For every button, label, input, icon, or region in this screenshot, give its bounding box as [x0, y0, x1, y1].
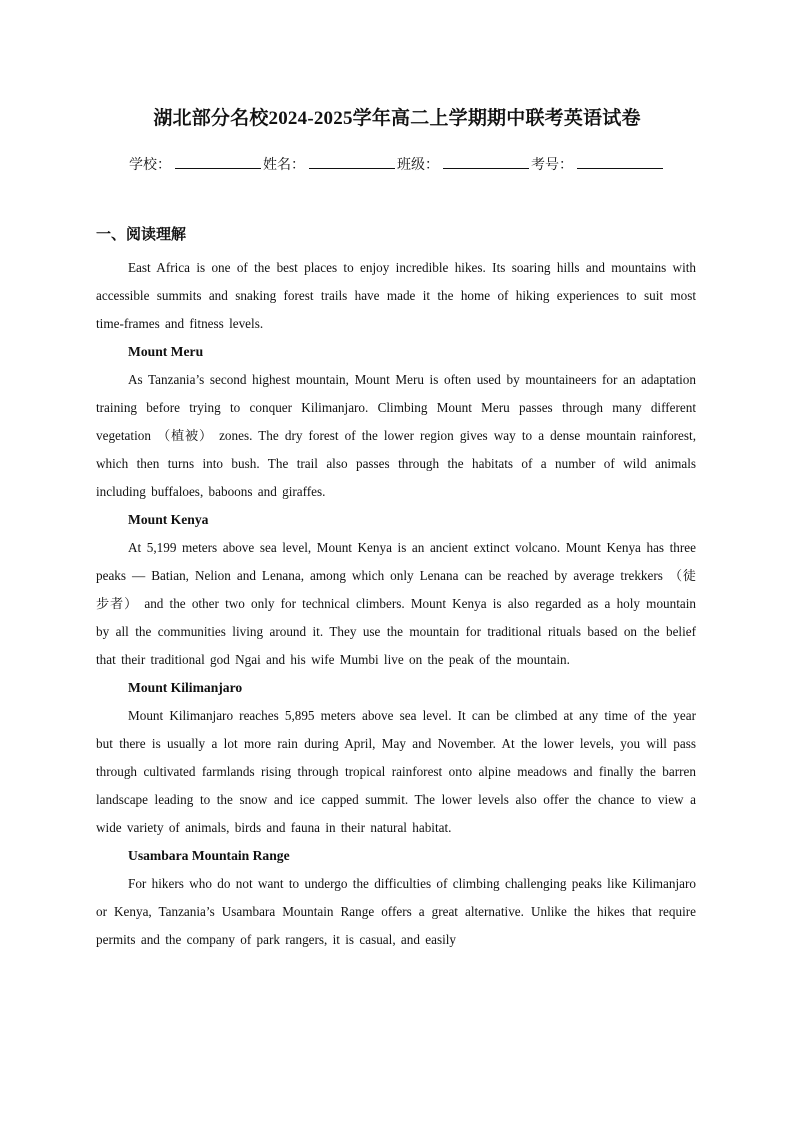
exam-number-field [531, 154, 665, 174]
name-blank[interactable] [309, 154, 395, 169]
page-title: 湖北部分名校2024-2025学年高二上学期期中联考英语试卷 [153, 108, 641, 129]
mountain-paragraph-usambara: For hikers who do not want to undergo the difficulties of climbing challenging peaks like Kilimanjaro or Kenya, Tanzania’s Usambara Mountain Range offers a great alternative. Unlike the hikes that require permits and the company of park rangers, it is casual, and easily [96, 876, 696, 947]
mountain-heading-kenya: Mount Kenya [128, 512, 209, 527]
exam-number-blank[interactable] [577, 154, 663, 169]
school-field [129, 154, 263, 174]
class-blank[interactable] [443, 154, 529, 169]
name-field [263, 154, 397, 174]
class-label: 班级： [397, 158, 439, 173]
name-label: 姓名： [263, 158, 305, 173]
school-label: 学校： [129, 158, 171, 173]
school-blank[interactable] [175, 154, 261, 169]
intro-paragraph: East Africa is one of the best places to enjoy incredible hikes. Its soaring hills and mountains with accessible summits and snaking forest trails have made it the home of hiking experiences to suit most time-frames and fitness levels. [96, 260, 696, 331]
mountain-heading-kilimanjaro: Mount Kilimanjaro [128, 680, 243, 695]
mountain-paragraph-kenya: At 5,199 meters above sea level, Mount Kenya is an ancient extinct volcano. Mount Kenya has three peaks — Batian, Nelion and Lenana, among which only Lenana can be reached by average trekkers （徒步者） and the other two only for technical climbers. Mount Kenya is also regarded as a holy mountain by all the communities living around it. They use the mountain for traditional rituals based on the belief that their traditional god Ngai and his wife Mumbi live on the peak of the mountain. [96, 540, 696, 667]
reading-passage [96, 254, 696, 954]
exam-number-label: 考号： [531, 158, 573, 173]
section-title: 一、阅读理解 [96, 227, 187, 243]
mountain-paragraph-meru: As Tanzania’s second highest mountain, Mount Meru is often used by mountaineers for an adaptation training before trying to conquer Kilimanjaro. Climbing Mount Meru passes through many different vegetation （植被） zones. The dry forest of the lower region gives way to a dense mountain rainforest, which then turns into bush. The trail also passes through the habitats of a number of wild animals including buffaloes, baboons and giraffes. [96, 372, 696, 499]
mountain-heading-usambara: Usambara Mountain Range [128, 848, 290, 863]
class-field [397, 154, 531, 174]
student-info-row [0, 154, 794, 174]
mountain-heading-meru: Mount Meru [128, 344, 204, 359]
mountain-paragraph-kilimanjaro: Mount Kilimanjaro reaches 5,895 meters above sea level. It can be climbed at any time of the year but there is usually a lot more rain during April, May and November. At the lower levels, you will pass through cultivated farmlands rising through tropical rainforest onto alpine meadows and finally the barren landscape leading to the snow and ice capped summit. The lower levels also offer the chance to view a wide variety of animals, birds and fauna in their natural habitat. [96, 708, 696, 835]
